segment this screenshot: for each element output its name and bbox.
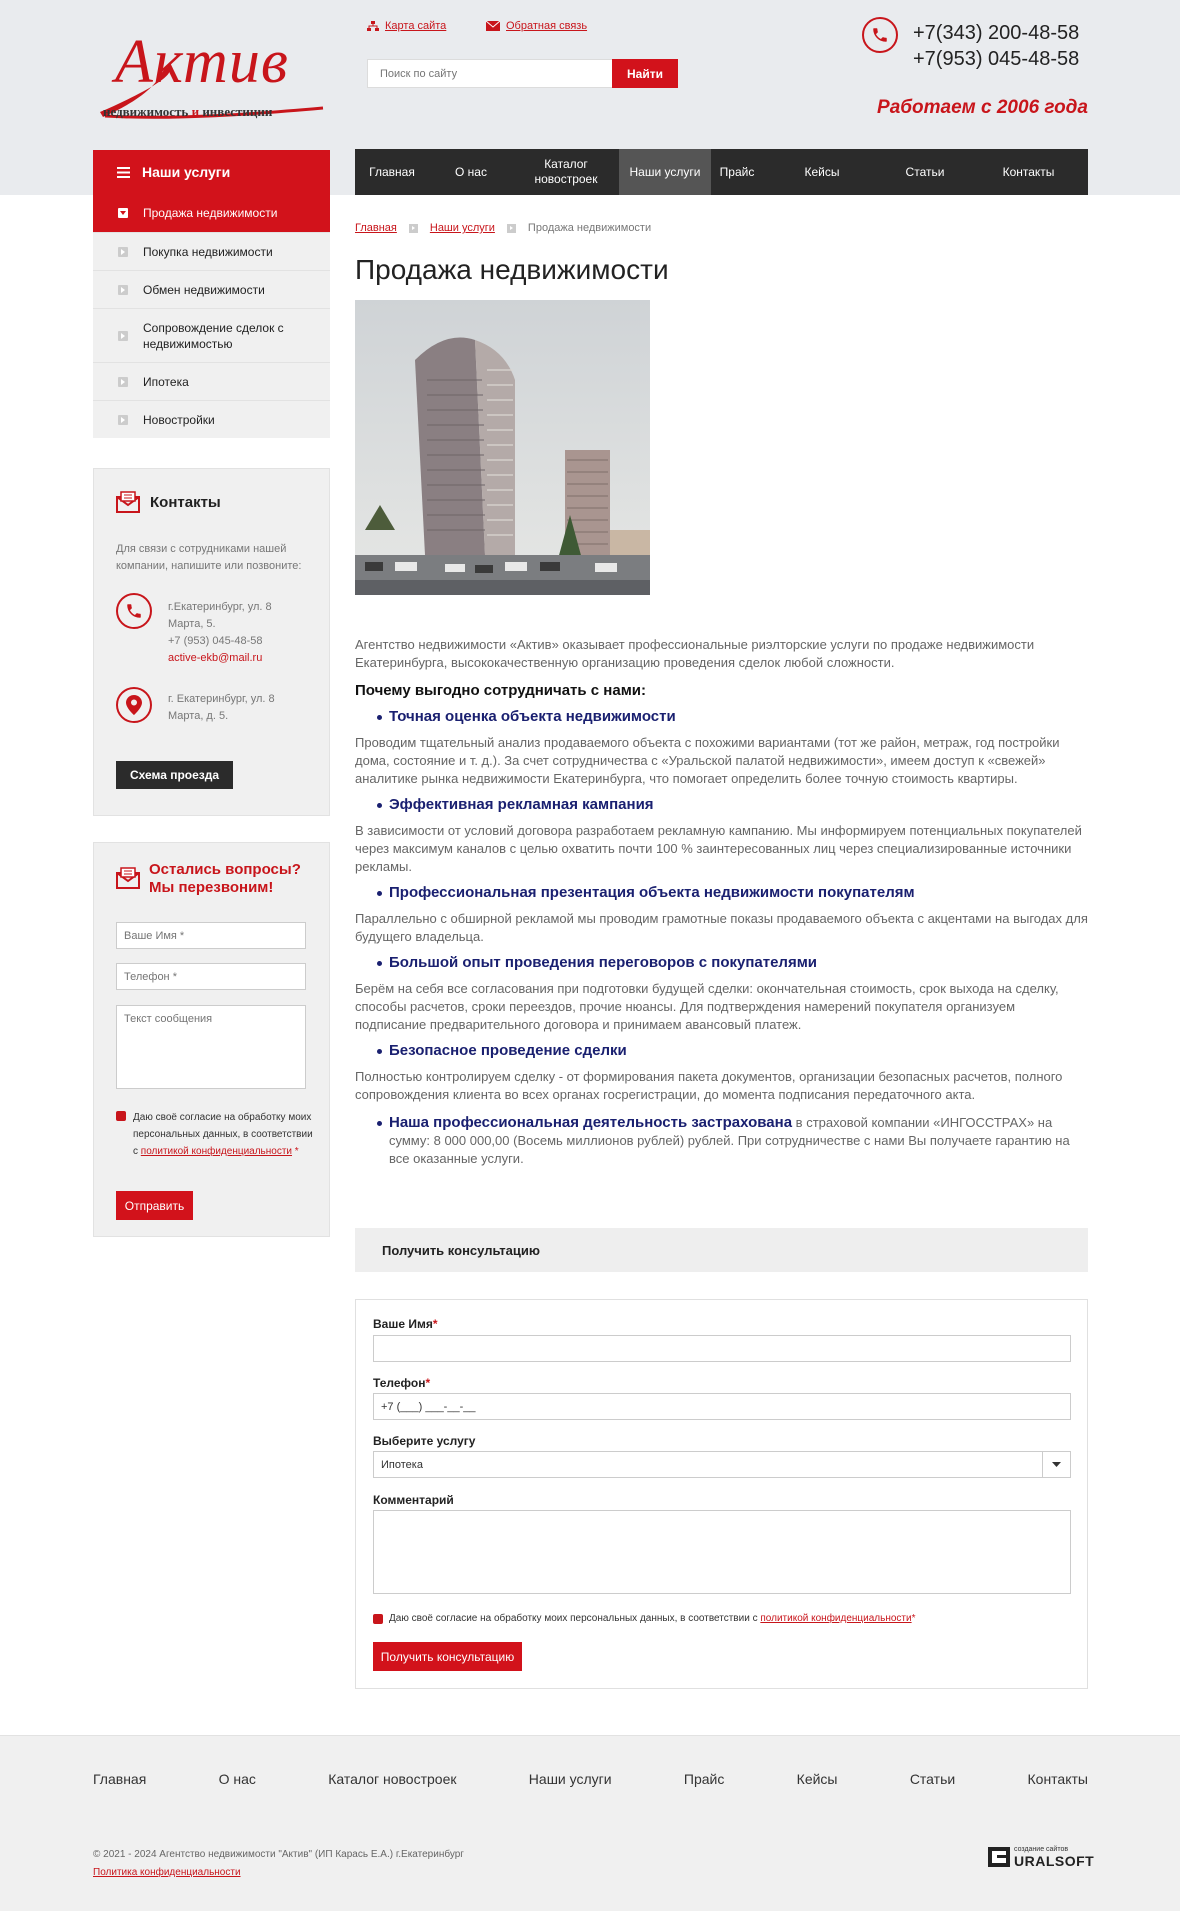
point-heading: Большой опыт проведения переговоров с покупателями <box>355 954 1088 972</box>
point-heading: Точная оценка объекта недвижимости <box>355 708 1088 726</box>
building-photo <box>355 300 650 595</box>
phone-label: Телефон* <box>373 1376 431 1390</box>
point-text: В зависимости от условий договора разработаем рекламную кампанию. Мы информируем потенциальных покупателей через максимум каналов с целью охватить почти 100 % заинтересованных лиц через специализированные источники рекламы. <box>355 823 1082 874</box>
slogan: Работаем с 2006 года <box>877 97 1088 118</box>
footer-link-catalog[interactable]: Каталог новостроек <box>328 1771 457 1787</box>
phone-icon <box>862 17 898 53</box>
consult-comment-input[interactable] <box>373 1510 1071 1594</box>
footer-nav <box>93 1771 1088 1787</box>
service-select[interactable]: Ипотека <box>373 1451 1071 1478</box>
chevron-right-icon <box>118 247 128 257</box>
article-intro: Агентство недвижимости «Актив» оказывает профессиональные риэлторские услуги по продаже недвижимости Екатеринбурга, высококачественную организацию проведения сделок любой сложности. <box>355 637 1035 670</box>
sidebar-item-support[interactable]: Сопровождение сделок с недвижимостью <box>93 308 330 362</box>
footer-privacy-link[interactable]: Политика конфиденциальности <box>93 1867 241 1878</box>
copyright: © 2021 - 2024 Агентство недвижимости "Актив" (ИП Карась Е.А.) г.Екатеринбург <box>93 1849 464 1860</box>
nav-item-price[interactable]: Прайс <box>719 164 755 179</box>
comment-label: Комментарий <box>373 1493 454 1507</box>
consult-phone-input[interactable] <box>373 1393 1071 1420</box>
chevron-down-icon <box>1042 1452 1070 1477</box>
sidebar-item-sale[interactable]: Продажа недвижимости <box>93 194 330 232</box>
header-phone-1[interactable]: +7(343) 200-48-58 <box>913 22 1080 44</box>
nav-item-catalog[interactable]: Каталог новостроек <box>534 157 598 186</box>
footer-link-services[interactable]: Наши услуги <box>528 1771 612 1787</box>
chevron-right-icon <box>118 415 128 425</box>
menu-icon <box>117 167 130 178</box>
contact-email[interactable]: active-ekb@mail.ru <box>168 652 263 664</box>
service-label: Выберите услугу <box>373 1434 476 1448</box>
footer-link-cases[interactable]: Кейсы <box>796 1771 838 1787</box>
search-button[interactable]: Найти <box>612 59 678 88</box>
nav-item-about[interactable]: О нас <box>455 164 487 179</box>
chevron-right-icon <box>118 331 128 341</box>
footer-background <box>0 1735 1180 1911</box>
chevron-down-icon <box>118 208 128 218</box>
point-heading: Эффективная рекламная кампания <box>355 796 1088 814</box>
point-text: Полностью контролируем сделку - от формирования пакета документов, организации безопасных расчетов, полного сопровождения клиента во всех органах госрегистрации, до момента подписания передаточного акта. <box>355 1069 1063 1102</box>
callback-consent-text: Даю своё согласие на обработку моих персональных данных, в соответствии с политикой конфиденциальности * <box>133 1112 313 1157</box>
consult-name-input[interactable] <box>373 1335 1071 1362</box>
contacts-box <box>93 468 330 816</box>
callback-phone-input[interactable] <box>116 963 306 990</box>
mail-icon <box>116 867 140 889</box>
privacy-policy-link[interactable]: политикой конфиденциальности <box>760 1613 912 1624</box>
footer-link-about[interactable]: О нас <box>218 1771 256 1787</box>
services-sidebar <box>93 150 330 438</box>
sidebar-item-mortgage[interactable]: Ипотека <box>93 362 330 400</box>
callback-box <box>93 842 330 1237</box>
logo-word: Актив <box>115 28 289 96</box>
nav-item-home[interactable]: Главная <box>369 164 415 179</box>
mail-icon <box>486 21 500 31</box>
breadcrumb-current: Продажа недвижимости <box>527 222 652 234</box>
contact-phone[interactable]: +7 (953) 045-48-58 <box>168 635 263 647</box>
contact-address: г.Екатеринбург, ул. 8 Марта, 5. <box>168 601 272 630</box>
sidebar-item-purchase[interactable]: Покупка недвижимости <box>93 232 330 270</box>
chevron-right-icon <box>118 285 128 295</box>
feedback-link[interactable]: Обратная связь <box>486 20 587 32</box>
breadcrumb <box>355 222 651 234</box>
uralsoft-logo-icon <box>988 1847 1010 1867</box>
privacy-policy-link[interactable]: политикой конфиденциальности <box>140 1146 293 1157</box>
route-map-button[interactable]: Схема проезда <box>116 761 233 789</box>
services-sidebar-header: Наши услуги <box>93 150 330 194</box>
chevron-right-icon <box>409 224 418 233</box>
point-heading: Безопасное проведение сделки <box>355 1042 1088 1060</box>
consultation-form <box>355 1299 1088 1689</box>
footer-link-articles[interactable]: Статьи <box>909 1771 956 1787</box>
sitemap-icon <box>367 21 379 32</box>
logo-tagline: недвижимость и инвестиции <box>103 104 273 119</box>
contacts-title: Контакты <box>116 491 221 513</box>
insurance-text: в страховой компании «ИНГОССТРАХ» на сумму: 8 000 000,00 (Восемь миллионов рублей) рублей. При сотрудничестве с нами Вы получаете гарантию на все оказанные услуги. <box>389 1115 1070 1166</box>
contacts-intro: Для связи с сотрудниками нашей компании, напишите или позвоните: <box>116 543 302 572</box>
location-pin-icon <box>116 687 152 723</box>
name-label: Ваше Имя* <box>373 1317 438 1331</box>
contact-info <box>168 599 308 667</box>
callback-title: Остались вопросы? Мы перезвоним! <box>149 861 301 896</box>
sitemap-link[interactable]: Карта сайта <box>367 20 446 32</box>
site-logo[interactable] <box>95 22 330 130</box>
point-text: Проводим тщательный анализ продаваемого объекта с похожими вариантами (тот же район, метраж, год постройки дома, состояние и т. д.). За счет сотрудничества с «Уральской палатой недвижимости», имеем доступ к «свежей» аналитике рынка недвижимости Екатеринбурга, что помогает определить более точную стоимость квартиры. <box>355 735 1060 786</box>
page-title: Продажа недвижимости <box>355 254 669 285</box>
developer-logo[interactable]: создание сайтов URALSOFT <box>988 1846 1094 1868</box>
insurance-bold: Наша профессиональная деятельность застрахована <box>389 1114 793 1131</box>
breadcrumb-services[interactable]: Наши услуги <box>429 222 495 234</box>
chevron-right-icon <box>118 377 128 387</box>
point-heading: Профессиональная презентация объекта недвижимости покупателям <box>355 884 1088 902</box>
main-nav <box>355 149 1088 195</box>
contact-address-2: г. Екатеринбург, ул. 8 Марта, д. 5. <box>168 693 275 722</box>
nav-item-articles[interactable]: Статьи <box>905 164 945 179</box>
why-us-heading: Почему выгодно сотрудничать с нами: <box>355 682 647 699</box>
point-text: Берём на себя все согласования при подготовки будущей сделки: окончательная стоимость, срок выхода на сделку, способы расчетов, сроки переездов, прочие нюансы. Для подтверждения намерений покупателя организуем подписание предварительного договора и принимаем авансовый платеж. <box>355 981 1059 1032</box>
callback-message-input[interactable] <box>116 1005 306 1089</box>
mail-icon <box>116 491 140 513</box>
nav-item-cases[interactable]: Кейсы <box>804 164 840 179</box>
nav-item-services[interactable]: Наши услуги <box>619 149 711 195</box>
article-body <box>355 636 1088 1168</box>
phone-icon <box>116 593 152 629</box>
consult-submit-button[interactable]: Получить консультацию <box>373 1642 522 1671</box>
point-text: Параллельно с обширной рекламой мы проводим грамотные показы продаваемого объекта с акцентами на выгодах для будущего владельца. <box>355 911 1088 944</box>
consult-consent-text: Даю своё согласие на обработку моих персональных данных, в соответствии с политикой конфиденциальности* <box>389 1613 916 1624</box>
header-phone-2[interactable]: +7(953) 045-48-58 <box>913 48 1080 70</box>
search-input[interactable] <box>367 59 613 88</box>
sidebar-item-newbuilds[interactable]: Новостройки <box>93 400 330 438</box>
insurance-note <box>355 1114 1088 1168</box>
footer-link-home[interactable]: Главная <box>93 1771 147 1787</box>
consultation-header: Получить консультацию <box>355 1228 1088 1272</box>
callback-name-input[interactable] <box>116 922 306 949</box>
callback-submit-button[interactable]: Отправить <box>116 1191 193 1220</box>
footer-link-contacts[interactable]: Контакты <box>1027 1771 1088 1787</box>
consult-consent-checkbox[interactable] <box>373 1614 383 1624</box>
chevron-right-icon <box>507 224 516 233</box>
sidebar-item-exchange[interactable]: Обмен недвижимости <box>93 270 330 308</box>
footer-link-price[interactable]: Прайс <box>683 1771 725 1787</box>
breadcrumb-home[interactable]: Главная <box>355 222 397 234</box>
callback-consent-checkbox[interactable] <box>116 1111 126 1121</box>
nav-item-contacts[interactable]: Контакты <box>1002 164 1055 179</box>
